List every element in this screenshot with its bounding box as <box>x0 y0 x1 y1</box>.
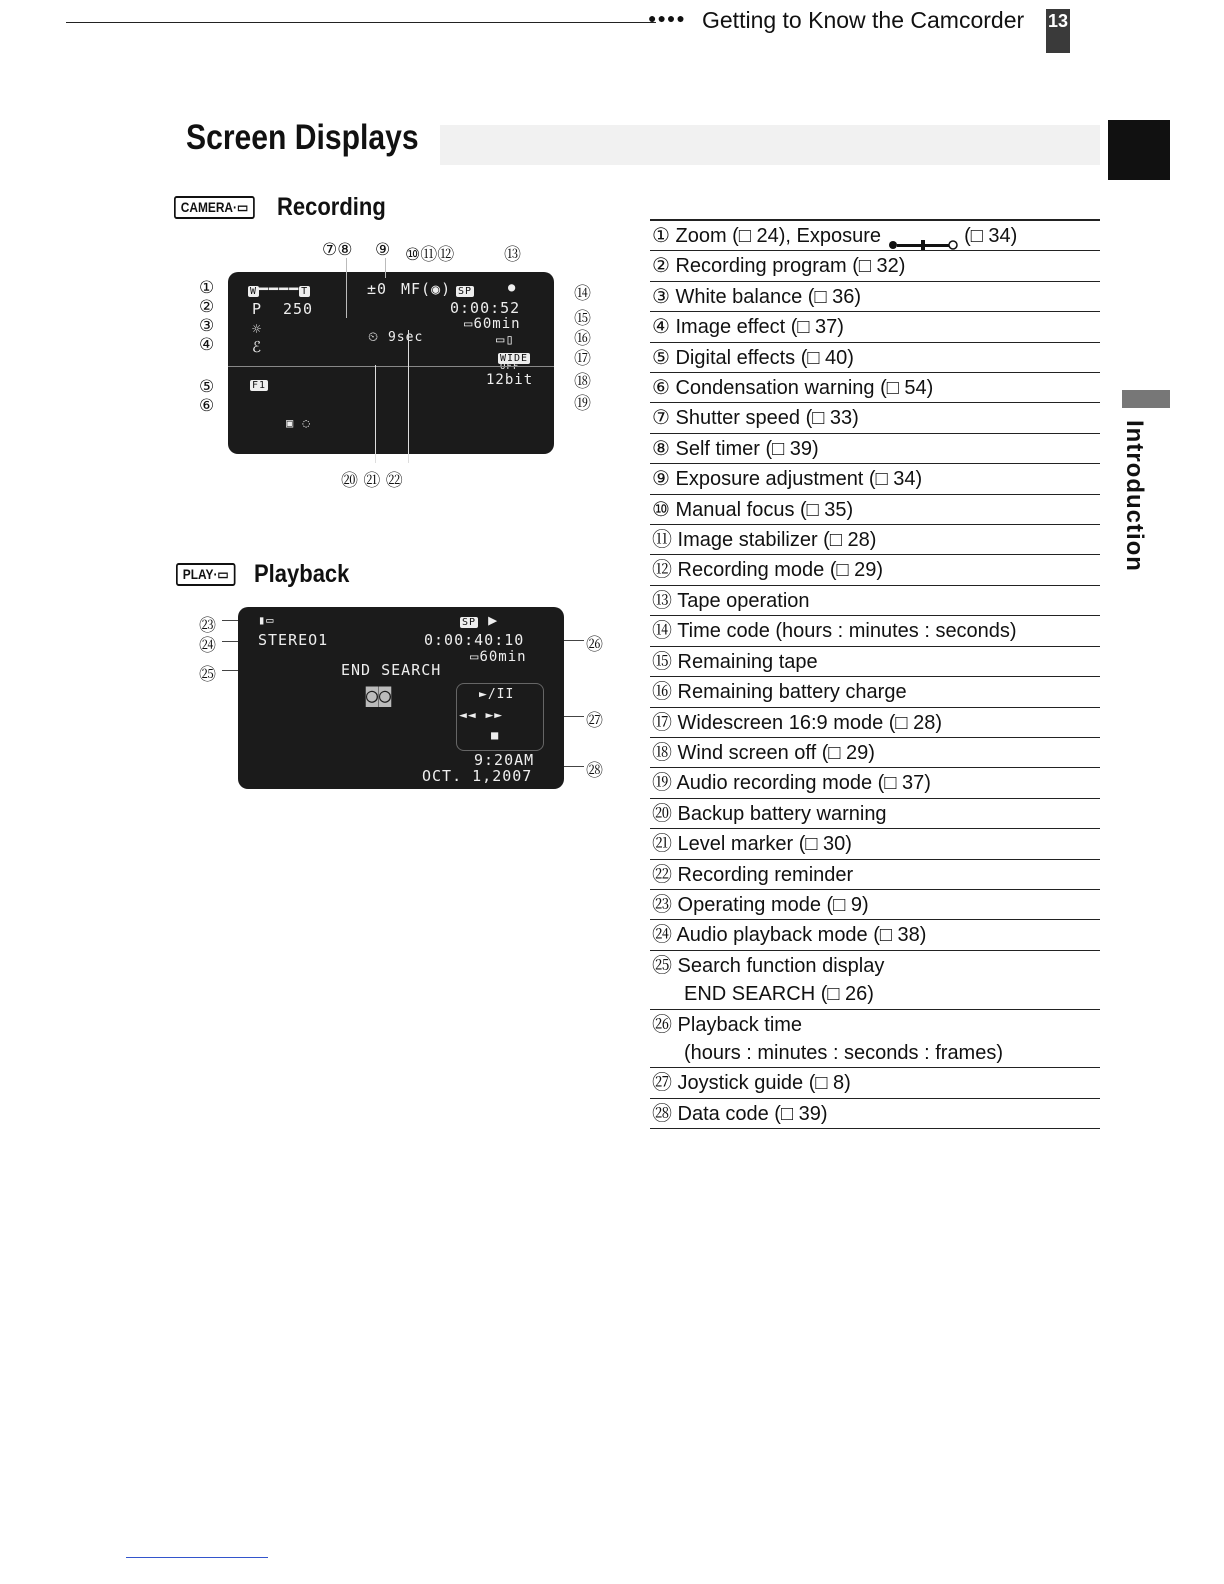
legend-row: ㉓ Operating mode (□ 9) <box>650 890 1100 920</box>
playback-screen <box>238 607 564 789</box>
callout-6: ⑥ <box>199 396 215 416</box>
legend-row: ⑥ Condensation warning (□ 54) <box>650 373 1100 403</box>
white-balance-icon: ☼ <box>252 320 263 338</box>
legend-row: ㉗ Joystick guide (□ 8) <box>650 1068 1100 1098</box>
joystick-play-pause: ►/II <box>479 687 515 702</box>
clock-time: 9:20AM <box>474 751 535 769</box>
callout-5: ⑤ <box>199 377 215 397</box>
header-rule <box>66 22 656 23</box>
tape-icon: ◙◙ <box>366 683 393 707</box>
legend-row: ⑦ Shutter speed (□ 33) <box>650 403 1100 433</box>
recording-label: Recording <box>277 193 387 221</box>
joystick-guide <box>456 683 544 751</box>
condensation-icon: ▣ ◌ <box>286 416 311 430</box>
wind-off-icon: OFF <box>500 362 520 372</box>
legend-row: ⑮ Remaining tape <box>650 647 1100 677</box>
leader-20 <box>375 365 376 463</box>
level-marker <box>228 366 554 367</box>
callout-28: ㉘ <box>586 761 603 781</box>
audio-mode: 12bit <box>486 372 534 388</box>
leader-7 <box>346 258 347 318</box>
callout-24: ㉔ <box>199 636 216 656</box>
recording-screen <box>228 272 554 454</box>
self-timer: ⏲ 9sec <box>368 330 424 345</box>
callout-15: ⑮ <box>574 309 591 329</box>
legend-row: ④ Image effect (□ 37) <box>650 312 1100 342</box>
playback-remaining: ▭60min <box>470 649 527 665</box>
callout-10-12: ⑩⑪⑫ <box>405 245 455 265</box>
playback-time: 0:00:40:10 <box>424 631 525 649</box>
playback-label: Playback <box>253 560 350 588</box>
legend-row: ⑫ Recording mode (□ 29) <box>650 555 1100 585</box>
manual-focus: MF(◉) <box>401 280 452 298</box>
recording-mode: SP <box>458 286 473 297</box>
legend-row: ㉔ Audio playback mode (□ 38) <box>650 920 1100 950</box>
legend-row: ③ White balance (□ 36) <box>650 282 1100 312</box>
legend-row: ⑬ Tape operation <box>650 586 1100 616</box>
callout-2: ② <box>199 297 215 317</box>
legend-row: ① Zoom (□ 24), Exposure (□ 34) <box>650 221 1100 251</box>
leader-22 <box>408 330 409 463</box>
legend-row: ⑲ Audio recording mode (□ 37) <box>650 768 1100 798</box>
shutter-speed: 250 <box>283 300 314 318</box>
callout-3: ③ <box>199 316 215 336</box>
playback-heading <box>176 560 362 589</box>
image-effect-icon: ℰ <box>252 338 263 356</box>
leader-9 <box>385 258 386 278</box>
operating-mode-icon: ▮▭ <box>258 613 275 627</box>
date: OCT. 1,2007 <box>422 767 533 785</box>
legend-row: ㉑ Level marker (□ 30) <box>650 829 1100 859</box>
header-title: Getting to Know the Camcorder <box>702 7 1025 33</box>
callout-25: ㉕ <box>199 665 216 685</box>
legend-row: ⑯ Remaining battery charge <box>650 677 1100 707</box>
digital-effect: F1 <box>252 380 267 391</box>
callout-13: ⑬ <box>504 245 521 265</box>
callout-4: ④ <box>199 335 215 355</box>
chapter-tab <box>1122 390 1170 408</box>
callout-19: ⑲ <box>574 394 591 414</box>
legend-row: ② Recording program (□ 32) <box>650 251 1100 281</box>
legend-row: ⑭ Time code (hours : minutes : seconds) <box>650 616 1100 646</box>
legend-row: ⑰ Widescreen 16:9 mode (□ 28) <box>650 708 1100 738</box>
footer-rule <box>126 1557 268 1558</box>
audio-playback-mode: STEREO1 <box>258 631 329 649</box>
zoom-bar: W ━━━━ T <box>250 280 309 298</box>
exposure-scale-icon <box>887 231 959 243</box>
legend-row: ㉒ Recording reminder <box>650 860 1100 890</box>
legend-row: ⑩ Manual focus (□ 35) <box>650 495 1100 525</box>
battery-icon: ▭▯ <box>496 332 515 348</box>
callout-7-8: ⑦⑧ <box>322 240 353 260</box>
legend-row: ⑳ Backup battery warning <box>650 799 1100 829</box>
callout-27: ㉗ <box>586 711 603 731</box>
legend-row: ⑧ Self timer (□ 39) <box>650 434 1100 464</box>
legend-row: ㉘ Data code (□ 39) <box>650 1099 1100 1129</box>
recording-heading <box>174 193 401 222</box>
widescreen-icon: WIDE <box>500 353 529 364</box>
callout-17: ⑰ <box>574 349 591 369</box>
search-display: END SEARCH <box>341 661 442 679</box>
joystick-ff-rew: ◄◄ ►► <box>459 708 504 723</box>
playback-sp: SP ▶ <box>462 611 499 629</box>
callout-1: ① <box>199 278 215 298</box>
chapter-block <box>1108 120 1170 180</box>
legend-row: ㉕ Search function display END SEARCH (□ 26) <box>650 951 1100 1010</box>
callout-16: ⑯ <box>574 329 591 349</box>
remaining-tape: ▭60min <box>464 316 521 332</box>
callout-14: ⑭ <box>574 284 591 304</box>
exposure-adjust: ±0 <box>367 280 388 298</box>
program-indicator: P <box>252 300 263 318</box>
callout-26: ㉖ <box>586 635 603 655</box>
legend-row: ⑱ Wind screen off (□ 29) <box>650 738 1100 768</box>
section-title: Screen Displays <box>186 118 419 157</box>
legend-row: ⑤ Digital effects (□ 40) <box>650 343 1100 373</box>
play-mode-badge: PLAY·▭ <box>176 563 235 586</box>
callouts-20-22: ⑳ ㉑ ㉒ <box>341 471 403 491</box>
legend-row: ㉖ Playback time (hours : minutes : seconds : frames) <box>650 1010 1100 1069</box>
joystick-stop: ■ <box>491 728 500 742</box>
legend-row: ⑨ Exposure adjustment (□ 34) <box>650 464 1100 494</box>
page-number: 13 <box>1046 9 1070 53</box>
chapter-label: Introduction <box>1121 420 1148 572</box>
time-code: 0:00:52 <box>450 299 521 317</box>
callout-18: ⑱ <box>574 372 591 392</box>
legend-row: ⑪ Image stabilizer (□ 28) <box>650 525 1100 555</box>
legend-table <box>650 219 1100 1129</box>
tape-operation-icon: ● <box>508 280 517 294</box>
callout-9: ⑨ <box>375 240 391 260</box>
header-dots: ●●●● <box>648 10 686 26</box>
callout-23: ㉓ <box>199 616 216 636</box>
camera-mode-badge: CAMERA·▭ <box>174 196 255 219</box>
title-band <box>440 125 1100 165</box>
